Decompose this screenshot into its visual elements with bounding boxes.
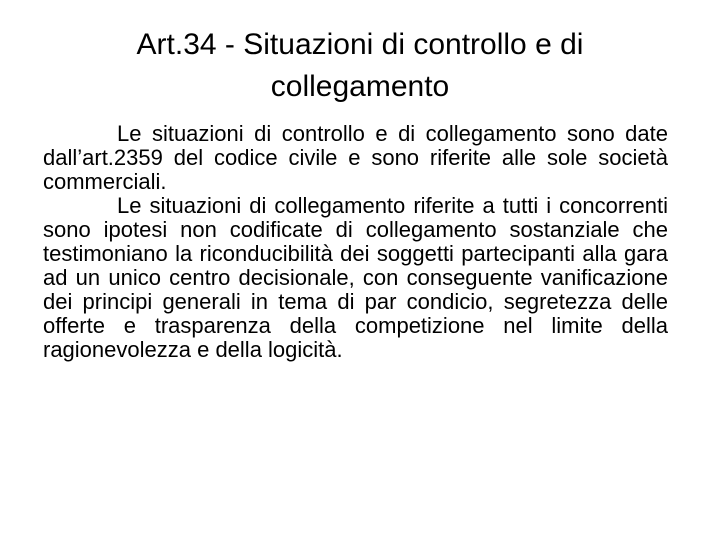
slide-body — [43, 122, 668, 362]
body-paragraph-2: Le situazioni di collegamento riferite a tutti i concorrenti sono ipotesi non codificate di collegamento sostanziale che testimoniano la riconducibilità dei soggetti partecipanti alla gara ad un unico centro decisionale, con conseguente vanificazione dei principi generali in tema di par condicio, segretezza delle offerte e trasparenza della competizione nel limite della ragionevolezza e della logicità. — [43, 193, 668, 362]
body-paragraph-1: Le situazioni di controllo e di collegamento sono date dall’art.2359 del codice civile e sono riferite alle sole società commerciali. — [43, 121, 668, 194]
slide-title: Art.34 - Situazioni di controllo e di collegamento — [136, 28, 584, 103]
